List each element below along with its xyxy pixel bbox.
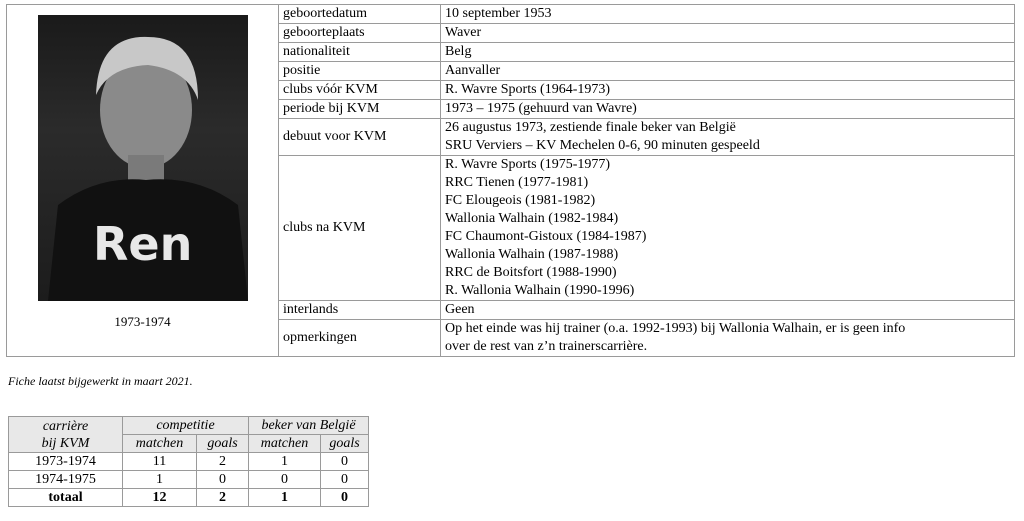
- fiche-value-line: Geen: [445, 302, 475, 317]
- update-note: Fiche laatst bijgewerkt in maart 2021.: [8, 374, 193, 388]
- fiche-label: periode bij KVM: [279, 100, 441, 119]
- corner-line-2: bij KVM: [41, 435, 90, 451]
- player-photo: [38, 15, 248, 301]
- fiche-value-line: FC Elougeois (1981-1982): [445, 193, 596, 208]
- fiche-value: [441, 119, 1015, 156]
- total-cell: 1: [249, 489, 321, 507]
- fiche-value-line: SRU Verviers – KV Mechelen 0-6, 90 minuten gespeeld: [445, 138, 760, 153]
- stats-row: [9, 453, 369, 471]
- total-cell: 2: [197, 489, 249, 507]
- fiche-value: [441, 43, 1015, 62]
- stat-cell: 0: [321, 453, 369, 471]
- photo-cell: [7, 5, 279, 357]
- fiche-value-line: 26 augustus 1973, zestiende finale beker van België: [445, 120, 736, 135]
- sub-header-matchen: matchen: [249, 435, 321, 453]
- stat-cell: 0: [321, 471, 369, 489]
- fiche-row: [7, 5, 1015, 24]
- stats-total-row: [9, 489, 369, 507]
- beker-header: beker van België: [249, 417, 369, 435]
- fiche-value-line: Belg: [445, 44, 472, 59]
- fiche-value-line: over de rest van z’n trainerscarrière.: [445, 339, 648, 354]
- fiche-value-line: 1973 – 1975 (gehuurd van Wavre): [445, 101, 637, 116]
- stat-cell: 0: [249, 471, 321, 489]
- total-cell: 0: [321, 489, 369, 507]
- fiche-value-line: R. Wavre Sports (1975-1977): [445, 157, 611, 172]
- sub-header-matchen: matchen: [123, 435, 197, 453]
- fiche-label: geboorteplaats: [279, 24, 441, 43]
- stat-cell: 1: [123, 471, 197, 489]
- fiche-value-line: R. Wallonia Walhain (1990-1996): [445, 283, 635, 298]
- fiche-label: interlands: [279, 301, 441, 320]
- stat-cell: 11: [123, 453, 197, 471]
- fiche-label: geboortedatum: [279, 5, 441, 24]
- fiche-value-line: Wallonia Walhain (1982-1984): [445, 211, 619, 226]
- fiche-value: [441, 81, 1015, 100]
- stat-cell: 2: [197, 453, 249, 471]
- fiche-value: [441, 24, 1015, 43]
- fiche-value-line: Aanvaller: [445, 63, 501, 78]
- career-stats-table: [8, 416, 369, 507]
- fiche-value-line: R. Wavre Sports (1964-1973): [445, 82, 611, 97]
- fiche-value: [441, 62, 1015, 81]
- player-fiche-table: [6, 4, 1015, 357]
- corner-line-1: carrière: [42, 418, 89, 434]
- stats-corner-header: [9, 417, 123, 453]
- fiche-label: clubs na KVM: [279, 156, 441, 301]
- fiche-label: nationaliteit: [279, 43, 441, 62]
- stat-cell: 1: [249, 453, 321, 471]
- fiche-value-line: FC Chaumont-Gistoux (1984-1987): [445, 229, 647, 244]
- fiche-value: [441, 156, 1015, 301]
- competitie-header: competitie: [123, 417, 249, 435]
- fiche-label: clubs vóór KVM: [279, 81, 441, 100]
- fiche-label: debuut voor KVM: [279, 119, 441, 156]
- season-cell: 1974-1975: [9, 471, 123, 489]
- stats-row: [9, 471, 369, 489]
- fiche-value-line: RRC de Boitsfort (1988-1990): [445, 265, 617, 280]
- season-cell: 1973-1974: [9, 453, 123, 471]
- fiche-label: positie: [279, 62, 441, 81]
- fiche-value-line: Waver: [445, 25, 482, 40]
- stat-cell: 0: [197, 471, 249, 489]
- fiche-value: [441, 301, 1015, 320]
- fiche-value: [441, 5, 1015, 24]
- fiche-value-line: 10 september 1953: [445, 6, 552, 21]
- sub-header-goals: goals: [197, 435, 249, 453]
- total-cell: 12: [123, 489, 197, 507]
- fiche-value-line: Wallonia Walhain (1987-1988): [445, 247, 619, 262]
- fiche-value: [441, 100, 1015, 119]
- fiche-value-line: Op het einde was hij trainer (o.a. 1992-1993) bij Wallonia Walhain, er is geen info: [445, 321, 906, 336]
- shirt-lettering: Ren: [92, 217, 192, 271]
- sub-header-goals: goals: [321, 435, 369, 453]
- fiche-value: [441, 320, 1015, 357]
- fiche-value-line: RRC Tienen (1977-1981): [445, 175, 589, 190]
- photo-caption: 1973-1974: [114, 314, 171, 329]
- fiche-label: opmerkingen: [279, 320, 441, 357]
- total-label: totaal: [9, 489, 123, 507]
